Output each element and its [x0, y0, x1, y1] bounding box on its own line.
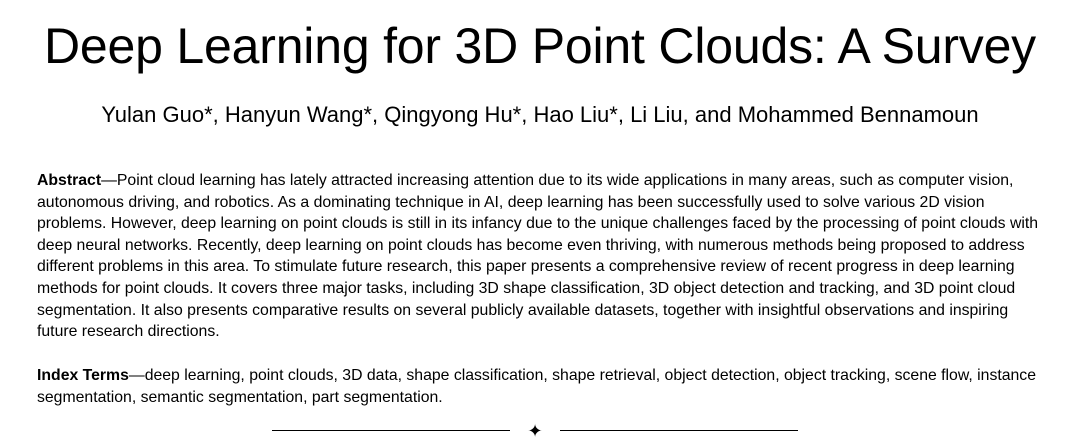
section-separator [272, 421, 798, 441]
abstract-label: Abstract [37, 172, 102, 189]
separator-rule-right [560, 430, 798, 431]
paper-title: Deep Learning for 3D Point Clouds: A Survey [44, 18, 1036, 74]
diamond-star-icon: ✦ [527, 421, 543, 441]
index-terms-text: —deep learning, point clouds, 3D data, shape classification, shape retrieval, object detection, object tracking, scene flow, instance segmentation, semantic segmentation, part segmentation. [37, 367, 1036, 406]
abstract-text: —Point cloud learning has lately attracted increasing attention due to its wide applications in many areas, such as computer vision, autonomous driving, and robotics. As a dominating technique in AI, deep learning has been successfully used to solve various 2D vision problems. However, deep learning on point clouds is still in its infancy due to the unique challenges faced by the processing of point clouds with deep neural networks. Recently, deep learning on point clouds has become even thriving, with numerous methods being proposed to address different problems in this area. To stimulate future research, this paper presents a comprehensive review of recent progress in deep learning methods for point clouds. It covers three major tasks, including 3D shape classification, 3D object detection and tracking, and 3D point cloud segmentation. It also presents comparative results on several publicly available datasets, together with insightful observations and inspiring future research directions. [37, 172, 1039, 341]
separator-rule-left [272, 430, 510, 431]
abstract [37, 170, 1045, 343]
index-terms [37, 365, 1045, 408]
index-terms-label: Index Terms [37, 367, 129, 384]
author-list: Yulan Guo*, Hanyun Wang*, Qingyong Hu*, Hao Liu*, Li Liu, and Mohammed Bennamoun [101, 102, 979, 127]
